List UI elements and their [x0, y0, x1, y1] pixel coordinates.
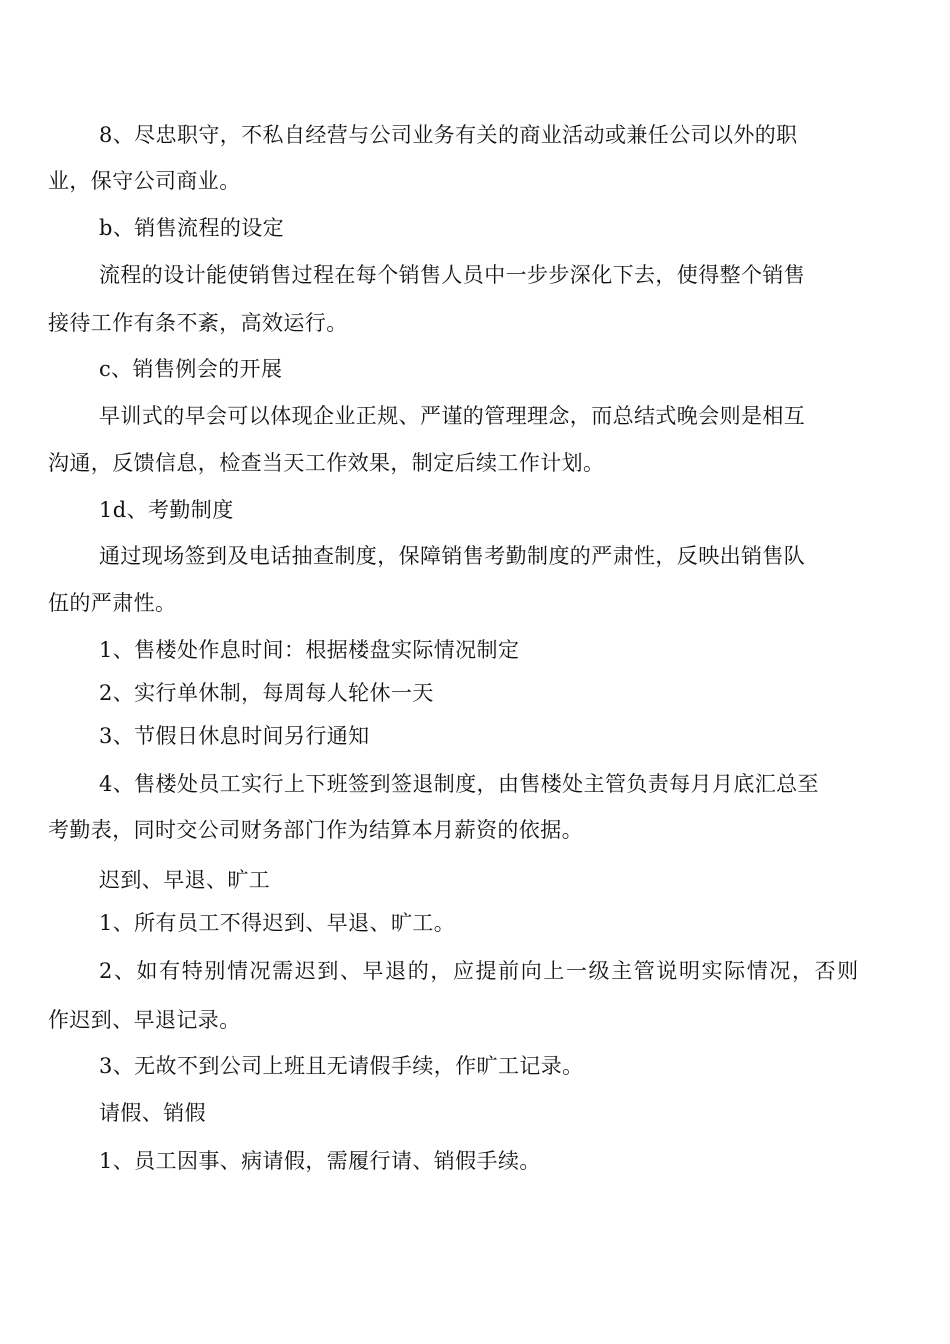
paragraph-line: 伍的严肃性。 [48, 591, 177, 615]
list-item: 1、所有员工不得迟到、早退、旷工。 [99, 911, 456, 935]
paragraph-line: 通过现场签到及电话抽查制度，保障销售考勤制度的严肃性，反映出销售队 [99, 544, 806, 568]
section-heading: 1d、考勤制度 [99, 498, 234, 522]
list-item: 1、售楼处作息时间：根据楼盘实际情况制定 [99, 638, 520, 662]
list-item: 4、售楼处员工实行上下班签到签退制度，由售楼处主管负责每月月底汇总至 [99, 772, 819, 796]
paragraph-line: 沟通，反馈信息，检查当天工作效果，制定后续工作计划。 [48, 451, 605, 475]
paragraph-line: 业，保守公司商业。 [48, 169, 241, 193]
paragraph-line: 早训式的早会可以体现企业正规、严谨的管理理念，而总结式晚会则是相互 [99, 404, 806, 428]
paragraph-line: 8、尽忠职守，不私自经营与公司业务有关的商业活动或兼任公司以外的职 [99, 123, 798, 147]
paragraph-line: 流程的设计能使销售过程在每个销售人员中一步步深化下去，使得整个销售 [99, 263, 806, 287]
list-item: 3、节假日休息时间另行通知 [99, 724, 370, 748]
list-item: 3、无故不到公司上班且无请假手续，作旷工记录。 [99, 1054, 584, 1078]
section-heading: b、销售流程的设定 [99, 216, 285, 240]
paragraph-line: 作迟到、早退记录。 [48, 1008, 241, 1032]
section-heading: 迟到、早退、旷工 [99, 868, 271, 892]
list-item: 2、如有特别情况需迟到、早退的，应提前向上一级主管说明实际情况，否则 [99, 959, 860, 983]
list-item: 2、实行单休制，每周每人轮休一天 [99, 681, 434, 705]
list-item: 1、员工因事、病请假，需履行请、销假手续。 [99, 1149, 541, 1173]
paragraph-line: 接待工作有条不紊，高效运行。 [48, 311, 348, 335]
section-heading: 请假、销假 [99, 1101, 206, 1125]
paragraph-line: 考勤表，同时交公司财务部门作为结算本月薪资的依据。 [48, 818, 583, 842]
section-heading: c、销售例会的开展 [99, 357, 283, 381]
